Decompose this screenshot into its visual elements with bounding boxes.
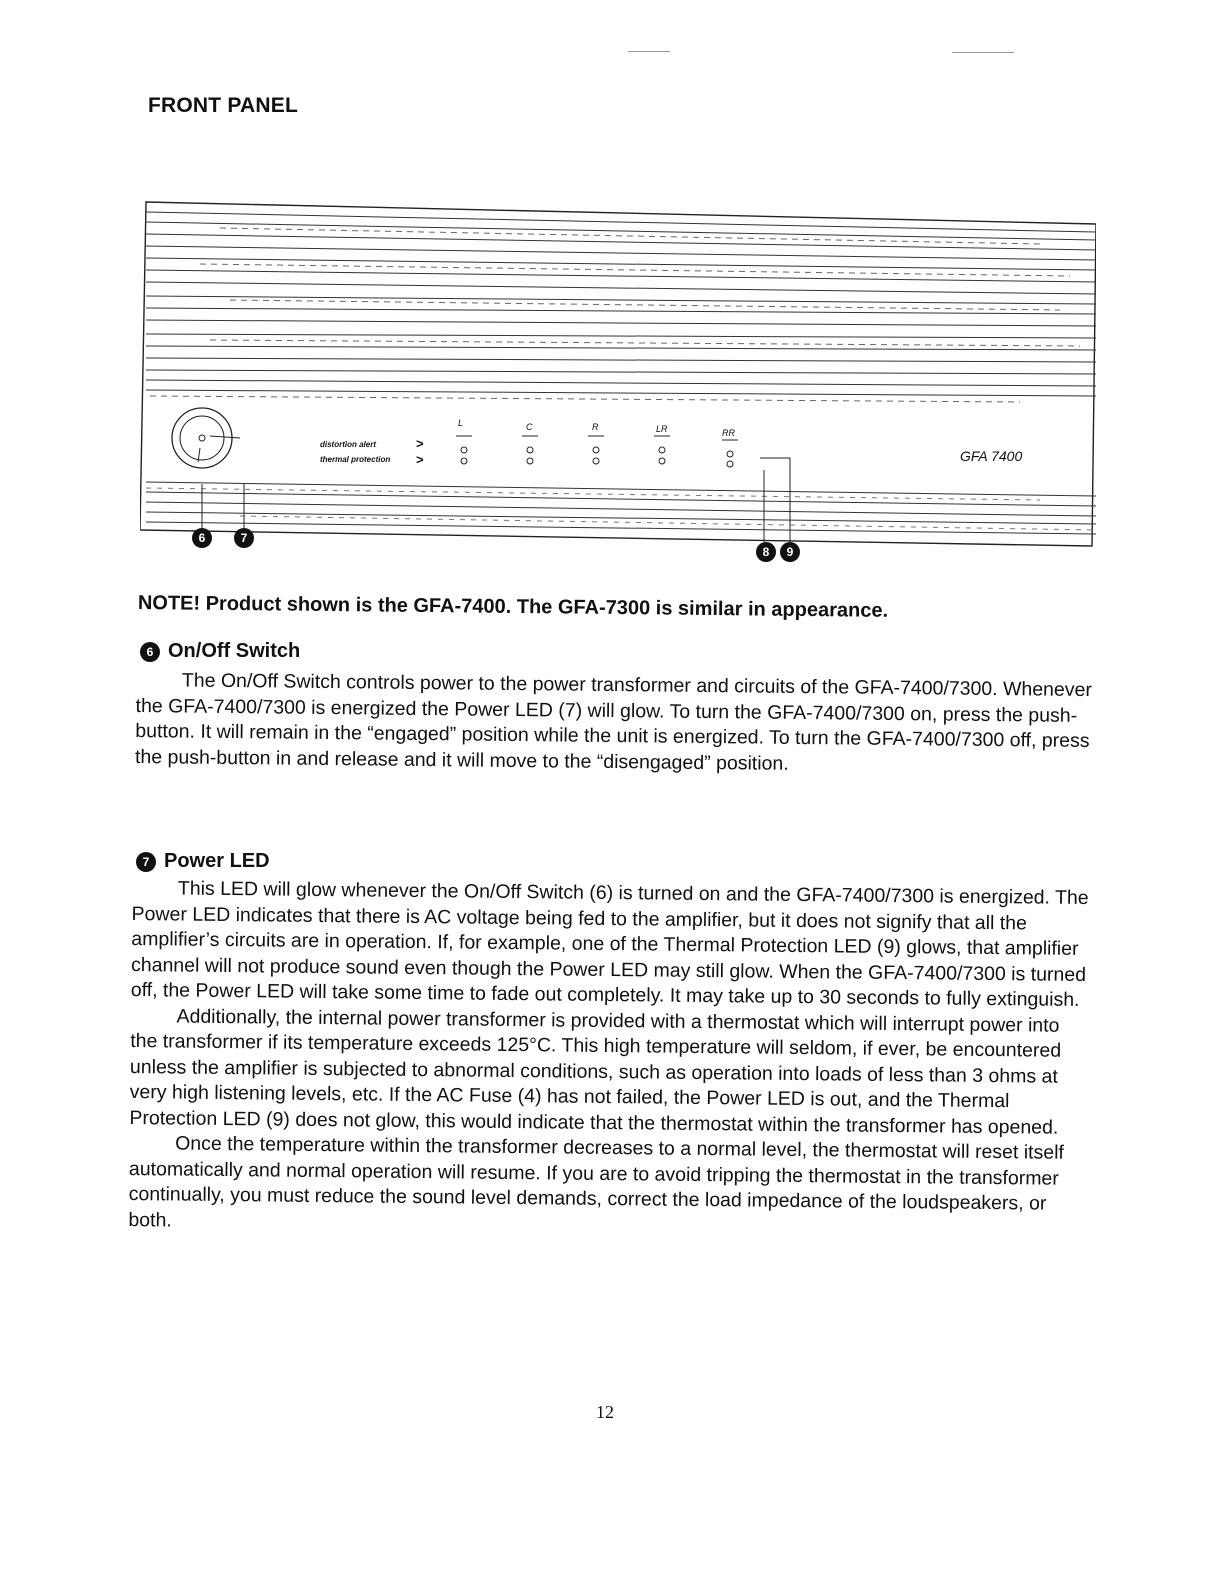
section-body-onoff-switch: [135, 668, 1096, 780]
indicator-arrow-icon: >: [416, 452, 424, 467]
section-title-onoff-switch: [140, 640, 300, 663]
page-number: 12: [596, 1402, 614, 1422]
indicator-arrow-icon: >: [416, 436, 424, 451]
paragraph: Once the temperature within the transformer decreases to a normal level, the thermostat will reset itself automatically and normal operation will resume. If you are to avoid tripping the thermostat in the transformer continually, you must reduce the sound level demands, correct the load impedance of the loudspeakers, or both.: [128, 1132, 1065, 1231]
scan-mark: [952, 52, 1014, 53]
section-title-power-led: [136, 850, 270, 873]
callout-8: 8: [756, 542, 776, 562]
callout-6: 6: [192, 528, 212, 548]
channel-label-c: C: [526, 422, 533, 432]
channel-label-l: L: [458, 418, 464, 428]
model-label: GFA 7400: [960, 448, 1023, 464]
front-panel-drawing: [140, 200, 1096, 552]
product-note: NOTE! Product shown is the GFA-7400. The GFA-7300 is similar in appearance.: [137, 592, 889, 622]
callout-9: 9: [780, 542, 800, 562]
section-number-badge: 6: [140, 642, 160, 662]
channel-label-lr: LR: [656, 424, 668, 434]
section-title-text: Power LED: [164, 850, 270, 872]
section-body-power-led: [128, 876, 1092, 1243]
section-number-badge: 7: [136, 852, 156, 872]
paragraph: Additionally, the internal power transformer is provided with a thermostat which will interrupt power into the transformer if its temperature exceeds 125°C. This high temperature will seldom, if ever, be encountered unless the amplifier is subjected to abnormal conditions, such as operation into loads of less than 3 ohms at very high listening levels, etc. If the AC Fuse (4) has not failed, the Power LED is out, and the Thermal Protection LED (9) does not glow, this would indicate that the thermostat within the transformer has opened.: [129, 1004, 1062, 1139]
distortion-alert-label: distortion alert: [320, 440, 377, 449]
page-heading: FRONT PANEL: [148, 94, 298, 117]
paragraph: This LED will glow whenever the On/Off Switch (6) is turned on and the GFA-7400/7300 is energized. The Power LED indicates that there is AC voltage being fed to the amplifier, but it does not signify that all the amplifier’s circuits are in operation. If, for example, one of the Thermal Protection LED (9) glows, that amplifier channel will not produce sound even though the Power LED may still glow. When the GFA-7400/7300 is turned off, the Power LED will take some time to fade out completely. It may take up to 30 seconds to fully extinguish.: [130, 877, 1089, 1011]
section-title-text: On/Off Switch: [168, 640, 301, 662]
callout-7: 7: [234, 528, 254, 548]
channel-label-r: R: [592, 422, 599, 432]
thermal-protection-label: thermal protection: [320, 455, 391, 464]
front-panel-figure: [140, 200, 1096, 559]
channel-label-rr: RR: [722, 428, 735, 438]
scan-mark: [628, 51, 670, 52]
paragraph: The On/Off Switch controls power to the power transformer and circuits of the GFA-7400/7300. Whenever the GFA-7400/7300 is energized the Power LED (7) will glow. To turn the GFA-7400/7300 on, press the push-button. It will remain in the “engaged” position while the unit is energized. To turn the GFA-7400/7300 off, press the push-button in and release and it will move to the “disengaged” position.: [134, 669, 1093, 775]
